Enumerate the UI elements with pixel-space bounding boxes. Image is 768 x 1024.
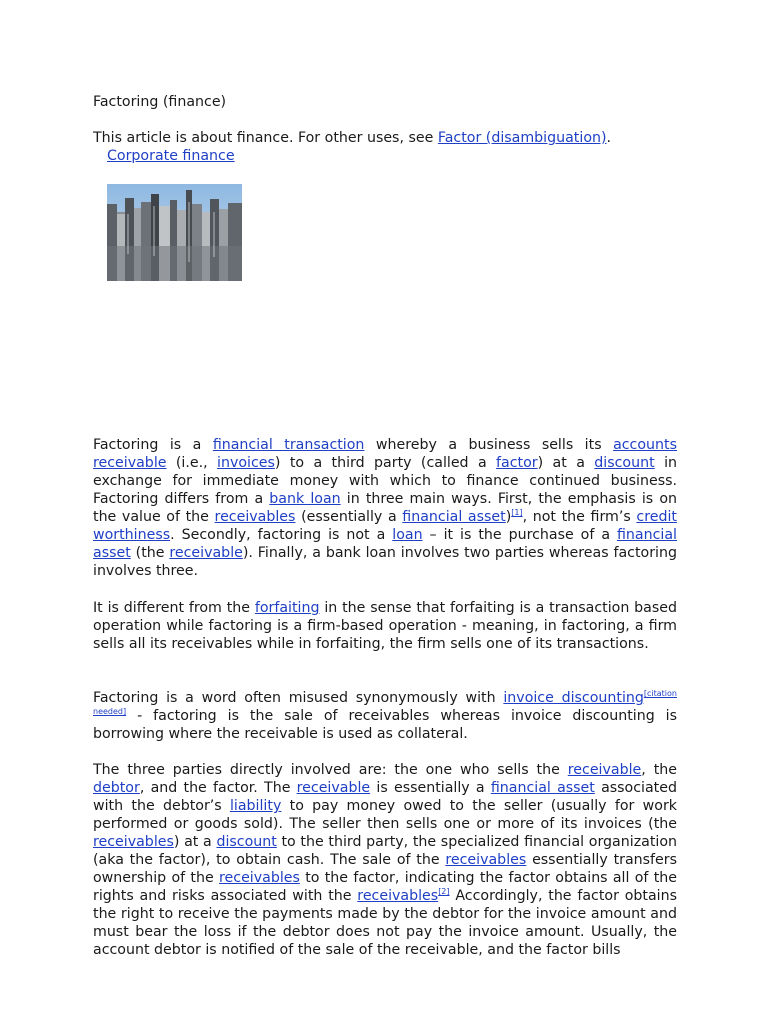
link-debtor[interactable]: debtor	[93, 780, 140, 796]
link-financial-transaction[interactable]: financial transaction	[212, 437, 365, 453]
text: – it is the purchase of a	[422, 527, 617, 543]
text: in exchange for immediate money with which to finance continued business. Factoring differs from a	[93, 455, 677, 507]
link-discount[interactable]: discount	[594, 455, 655, 471]
citation-2[interactable]: [2]	[438, 887, 450, 896]
text: )	[505, 509, 512, 525]
text: Factoring is a word often misused synonymously with	[93, 690, 504, 706]
paragraph-invoice-discounting	[93, 689, 677, 743]
paragraph-definition	[93, 436, 677, 580]
link-accounts-receivable[interactable]: accounts receivable	[93, 437, 677, 471]
citation-needed[interactable]: [citation needed]	[93, 689, 677, 716]
link-corporate-finance[interactable]: Corporate finance	[107, 148, 235, 164]
text: in the sense that forfaiting is a transaction based operation while factoring is a firm-based operation - meaning, in factoring, a firm sells all its receivables while in forfaiting, the firm sells one of its transactions.	[93, 600, 677, 652]
link-receivables[interactable]: receivables	[214, 509, 296, 525]
skyline-illustration	[107, 184, 242, 281]
link-receivables[interactable]: receivables	[357, 888, 439, 904]
text: ) at a	[173, 834, 217, 850]
text: (the	[130, 545, 170, 561]
text: - factoring is the sale of receivables whereas invoice discounting is borrowing where the receivable is used as collateral.	[93, 708, 677, 742]
hatnote-text: This article is about finance. For other uses, see	[93, 130, 438, 146]
text: Factoring is a	[93, 437, 213, 453]
link-loan[interactable]: loan	[392, 527, 423, 543]
text: The three parties directly involved are: the one who sells the	[93, 762, 568, 778]
link-receivable[interactable]: receivable	[296, 780, 371, 796]
text: It is different from the	[93, 600, 255, 616]
text: ). Finally, a bank loan involves two parties whereas factoring involves three.	[93, 545, 677, 579]
text: in three main ways. First, the emphasis is on the value of the	[93, 491, 677, 525]
text: . Secondly, factoring is not a	[170, 527, 393, 543]
link-receivable[interactable]: receivable	[567, 762, 642, 778]
link-receivables[interactable]: receivables	[445, 852, 527, 868]
link-receivables[interactable]: receivables	[93, 834, 174, 850]
text: (essentially a	[295, 509, 403, 525]
link-discount[interactable]: discount	[216, 834, 277, 850]
text: ) at a	[537, 455, 595, 471]
text: is essentially a	[370, 780, 491, 796]
link-financial-asset[interactable]: financial asset	[402, 509, 506, 525]
text: , not the firm’s	[522, 509, 637, 525]
link-forfaiting[interactable]: forfaiting	[254, 600, 320, 616]
link-invoice-discounting[interactable]: invoice discounting	[503, 690, 644, 706]
citation-1[interactable]: [1]	[511, 508, 523, 517]
link-financial-asset[interactable]: financial asset	[93, 527, 677, 561]
text: to the third party, the specialized financial organization (aka the factor), to obtain cash. The sale of the	[93, 834, 678, 868]
text: (i.e.,	[166, 455, 218, 471]
text: , and the factor. The	[139, 780, 297, 796]
link-invoices[interactable]: invoices	[217, 455, 275, 471]
text: ) to a third party (called a	[274, 455, 497, 471]
paragraph-three-parties	[93, 761, 677, 959]
link-liability[interactable]: liability	[229, 798, 282, 814]
text: to pay money owed to the seller (usually for work performed or goods sold). The seller then sells one or more of its invoices (the	[93, 798, 677, 832]
link-credit-worthiness[interactable]: credit worthiness	[93, 509, 677, 543]
text: to the factor, indicating the factor obtains all of the rights and risks associated with the	[93, 870, 677, 904]
text: whereby a business sells its	[364, 437, 614, 453]
link-receivable[interactable]: receivable	[169, 545, 243, 561]
text: essentially transfers ownership of the	[93, 852, 677, 886]
hatnote	[93, 129, 611, 147]
page-title: Factoring (finance)	[93, 94, 227, 110]
sidebar-corporate-finance	[107, 147, 235, 165]
link-bank-loan[interactable]: bank loan	[269, 491, 341, 507]
link-receivables[interactable]: receivables	[219, 870, 300, 886]
link-financial-asset[interactable]: financial asset	[490, 780, 595, 796]
hatnote-period: .	[606, 130, 612, 146]
link-factor-disambiguation[interactable]: Factor (disambiguation)	[437, 130, 607, 146]
city-skyline-image	[107, 184, 242, 281]
text: associated with the debtor’s	[93, 780, 677, 814]
text: , the	[641, 762, 677, 778]
link-factor[interactable]: factor	[496, 455, 538, 471]
text: Accordingly, the factor obtains the right to receive the payments made by the debtor for the invoice amount and must bear the loss if the debtor does not pay the invoice amount. Usually, the account debtor is notified of the sale of the receivable, and the factor bills	[93, 888, 677, 958]
paragraph-forfaiting	[93, 599, 677, 653]
